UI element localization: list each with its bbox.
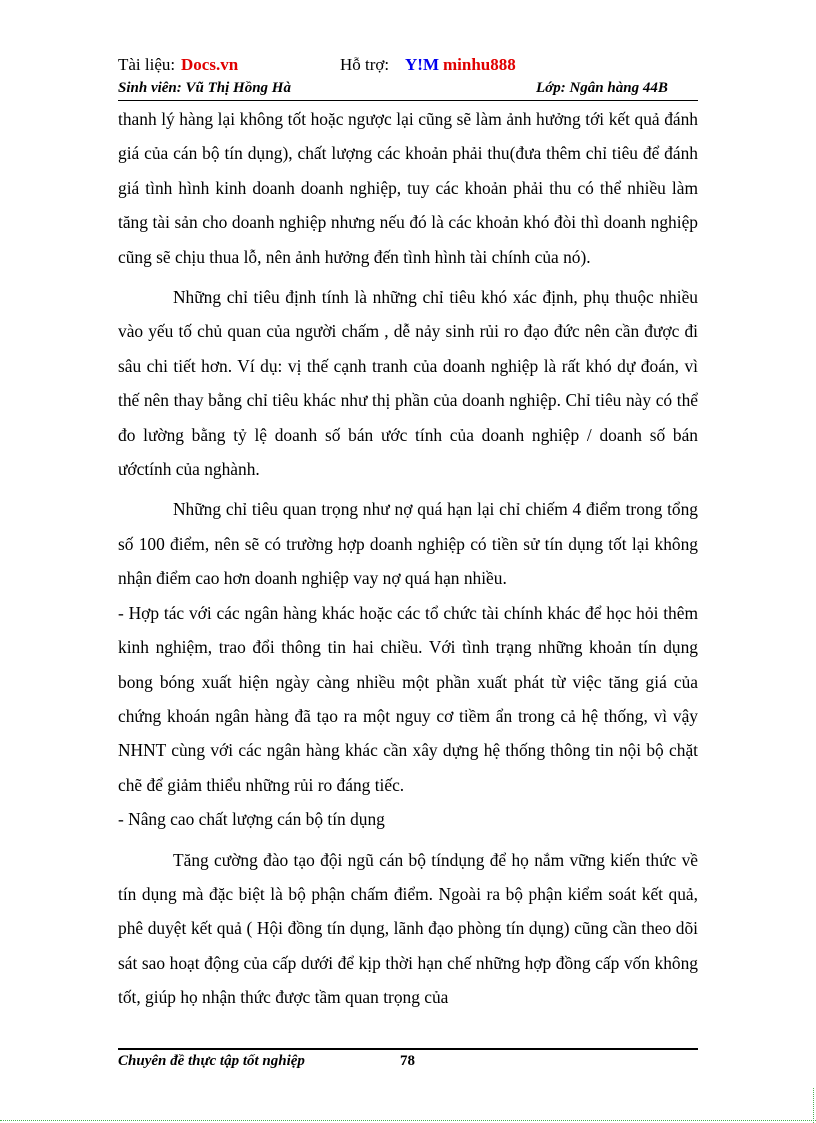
support-user: minhu888 [443, 55, 516, 74]
support-ym: Y!M [405, 55, 439, 74]
paragraph-1: thanh lý hàng lại không tốt hoặc ngược lại cũng sẽ làm ảnh hưởng tới kết quả đánh giá của cán bộ tín dụng), chất lượng các khoản phải thu(đưa thêm chỉ tiêu để đánh giá tình hình kinh doanh doanh nghiệp, tuy các khoản phải thu có thể nhiều làm tăng tài sản cho doanh nghiệp nhưng nếu đó là các khoản khó đòi thì doanh nghiệp cũng sẽ chịu thua lỗ, nên ảnh hưởng đến tình hình tài chính của nó). [118, 109, 698, 267]
support-label: Hỗ trợ: [340, 55, 390, 74]
footer-title: Chuyên đề thực tập tốt nghiệp [118, 1053, 305, 1069]
document-body [118, 102, 698, 1015]
page-footer [118, 1053, 698, 1075]
paragraph-6: Tăng cường đào tạo đội ngũ cán bộ tíndụng để họ nắm vững kiến thức về tín dụng mà đặc biệt là bộ phận chấm điểm. Ngoài ra bộ phận kiểm soát kết quả, phê duyệt kết quả ( Hội đồng tín dụng, lãnh đạo phòng tín dụng) cũng cần theo dõi sát sao hoạt động của cấp dưới để kịp thời hạn chế những hợp đồng cấp vốn không tốt, giúp họ nhận thức được tầm quan trọng của [118, 849, 698, 1008]
page-header [118, 80, 698, 100]
page-corner-dotted-line [813, 1088, 814, 1123]
doc-site-link[interactable]: Docs.vn [181, 55, 239, 74]
page-edge-dotted-line [0, 1120, 816, 1121]
paragraph-5: - Nâng cao chất lượng cán bộ tín dụng [118, 809, 385, 830]
footer-divider [118, 1048, 698, 1050]
doc-label: Tài liệu: [118, 55, 176, 74]
paragraph-2: Những chỉ tiêu định tính là những chỉ tiêu khó xác định, phụ thuộc nhiều vào yếu tố chủ quan của người chấm , dễ nảy sinh rủi ro đạo đức nên cần được đi sâu chi tiết hơn. Ví dụ: vị thế cạnh tranh của doanh nghiệp là rất khó dự đoán, vì thế nên thay bằng chỉ tiêu khác như thị phần của doanh nghiệp. Chỉ tiêu này có thể đo lường bằng tỷ lệ doanh số bán ước tính của doanh nghiệp / doanh số bán ướctính của nghành. [118, 287, 698, 480]
page-number: 78 [400, 1053, 415, 1069]
header-divider [118, 100, 698, 101]
student-name: Sinh viên: Vũ Thị Hồng Hà [118, 80, 291, 96]
class-name: Lớp: Ngân hàng 44B [536, 80, 668, 96]
paragraph-4: - Hợp tác với các ngân hàng khác hoặc các tổ chức tài chính khác để học hỏi thêm kinh nghiệm, trao đổi thông tin hai chiều. Với tình trạng những khoản tín dụng bong bóng xuất hiện ngày càng nhiều một phần xuất phát từ việc tăng giá của chứng khoán ngân hàng đã tạo ra một nguy cơ tiềm ẩn trong cả hệ thống, vì vậy NHNT cùng với các ngân hàng khác cần xây dựng hệ thống thông tin nội bộ chặt chẽ để giảm thiểu những rủi ro đáng tiếc. [118, 602, 698, 795]
top-banner [118, 55, 698, 77]
paragraph-3: Những chỉ tiêu quan trọng như nợ quá hạn lại chỉ chiếm 4 điểm trong tổng số 100 điểm, nên sẽ có trường hợp doanh nghiệp có tiền sử tín dụng tốt lại không nhận điểm cao hơn doanh nghiệp vay nợ quá hạn nhiều. [118, 499, 698, 589]
